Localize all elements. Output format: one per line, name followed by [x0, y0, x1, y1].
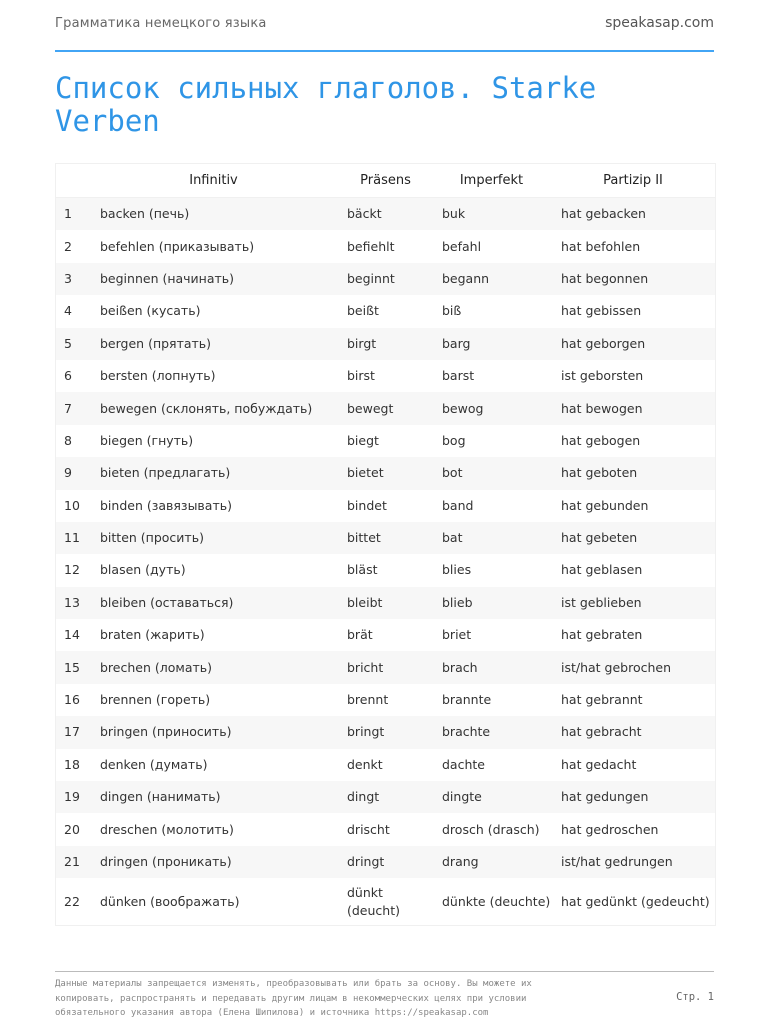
cell-infinitiv: bleiben (оставаться) — [90, 587, 337, 619]
table-row — [56, 716, 715, 748]
cell-partizip: hat gedacht — [551, 749, 715, 781]
table-row — [56, 392, 715, 424]
cell-imperfekt: bot — [432, 457, 551, 489]
table-row — [56, 198, 715, 231]
cell-prasens: bläst — [337, 554, 432, 586]
cell-prasens: denkt — [337, 749, 432, 781]
cell-imperfekt: brannte — [432, 684, 551, 716]
column-header-imperfekt: Imperfekt — [432, 164, 551, 198]
cell-imperfekt: bewog — [432, 392, 551, 424]
cell-imperfekt: band — [432, 490, 551, 522]
cell-number: 8 — [56, 425, 90, 457]
cell-infinitiv: bewegen (склонять, побуждать) — [90, 392, 337, 424]
cell-number: 10 — [56, 490, 90, 522]
cell-number: 6 — [56, 360, 90, 392]
cell-prasens: birgt — [337, 328, 432, 360]
cell-infinitiv: dingen (нанимать) — [90, 781, 337, 813]
cell-number: 13 — [56, 587, 90, 619]
cell-prasens: dingt — [337, 781, 432, 813]
cell-imperfekt: buk — [432, 198, 551, 231]
cell-imperfekt: blies — [432, 554, 551, 586]
cell-number: 17 — [56, 716, 90, 748]
cell-infinitiv: binden (завязывать) — [90, 490, 337, 522]
cell-number: 16 — [56, 684, 90, 716]
cell-prasens: bittet — [337, 522, 432, 554]
cell-prasens: bewegt — [337, 392, 432, 424]
table-row — [56, 619, 715, 651]
cell-imperfekt: barst — [432, 360, 551, 392]
cell-infinitiv: bersten (лопнуть) — [90, 360, 337, 392]
cell-infinitiv: beißen (кусать) — [90, 295, 337, 327]
cell-number: 9 — [56, 457, 90, 489]
cell-imperfekt: brachte — [432, 716, 551, 748]
cell-partizip: hat gedünkt (gedeucht) — [551, 878, 715, 925]
cell-number: 15 — [56, 651, 90, 683]
table-row — [56, 554, 715, 586]
cell-imperfekt: dachte — [432, 749, 551, 781]
cell-infinitiv: bitten (просить) — [90, 522, 337, 554]
verbs-table — [55, 163, 716, 926]
cell-prasens: bleibt — [337, 587, 432, 619]
cell-prasens: birst — [337, 360, 432, 392]
cell-infinitiv: brechen (ломать) — [90, 651, 337, 683]
cell-infinitiv: brennen (гореть) — [90, 684, 337, 716]
cell-imperfekt: blieb — [432, 587, 551, 619]
cell-number: 12 — [56, 554, 90, 586]
cell-infinitiv: dreschen (молотить) — [90, 813, 337, 845]
cell-infinitiv: denken (думать) — [90, 749, 337, 781]
cell-number: 7 — [56, 392, 90, 424]
cell-number: 1 — [56, 198, 90, 231]
page-number: Стр. 1 — [676, 991, 714, 1003]
cell-prasens: brät — [337, 619, 432, 651]
cell-number: 5 — [56, 328, 90, 360]
cell-infinitiv: biegen (гнуть) — [90, 425, 337, 457]
cell-prasens: dringt — [337, 846, 432, 878]
cell-number: 14 — [56, 619, 90, 651]
cell-imperfekt: briet — [432, 619, 551, 651]
column-header-prasens: Präsens — [337, 164, 432, 198]
header-site-link[interactable]: speakasap.com — [605, 15, 714, 31]
cell-infinitiv: bergen (прятать) — [90, 328, 337, 360]
table-row — [56, 263, 715, 295]
cell-prasens: biegt — [337, 425, 432, 457]
table-row — [56, 651, 715, 683]
cell-imperfekt: befahl — [432, 230, 551, 262]
cell-number: 11 — [56, 522, 90, 554]
cell-prasens: beißt — [337, 295, 432, 327]
table-row — [56, 425, 715, 457]
cell-prasens: brennt — [337, 684, 432, 716]
cell-infinitiv: dünken (воображать) — [90, 878, 337, 925]
cell-infinitiv: braten (жарить) — [90, 619, 337, 651]
cell-partizip: hat geboten — [551, 457, 715, 489]
table-row — [56, 878, 715, 925]
cell-prasens: bringt — [337, 716, 432, 748]
table-row — [56, 813, 715, 845]
cell-imperfekt: begann — [432, 263, 551, 295]
cell-partizip: hat gebogen — [551, 425, 715, 457]
header-title: Грамматика немецкого языка — [55, 16, 267, 31]
cell-number: 21 — [56, 846, 90, 878]
table-row — [56, 328, 715, 360]
cell-imperfekt: bat — [432, 522, 551, 554]
table-header-row — [56, 164, 715, 198]
cell-number: 2 — [56, 230, 90, 262]
cell-prasens: bricht — [337, 651, 432, 683]
cell-infinitiv: bringen (приносить) — [90, 716, 337, 748]
page-title: Список сильных глаголов. Starke Verben — [55, 71, 597, 138]
cell-infinitiv: befehlen (приказывать) — [90, 230, 337, 262]
cell-infinitiv: backen (печь) — [90, 198, 337, 231]
cell-prasens: dünkt (deucht) — [337, 878, 432, 925]
table-row — [56, 360, 715, 392]
cell-prasens: befiehlt — [337, 230, 432, 262]
cell-partizip: hat gebunden — [551, 490, 715, 522]
cell-prasens: bäckt — [337, 198, 432, 231]
cell-partizip: hat gebraten — [551, 619, 715, 651]
cell-partizip: hat befohlen — [551, 230, 715, 262]
cell-number: 4 — [56, 295, 90, 327]
cell-infinitiv: dringen (проникать) — [90, 846, 337, 878]
cell-imperfekt: dingte — [432, 781, 551, 813]
cell-imperfekt: drosch (drasch) — [432, 813, 551, 845]
cell-prasens: beginnt — [337, 263, 432, 295]
cell-infinitiv: bieten (предлагать) — [90, 457, 337, 489]
cell-infinitiv: blasen (дуть) — [90, 554, 337, 586]
table-row — [56, 522, 715, 554]
column-header-infinitiv: Infinitiv — [90, 164, 337, 198]
cell-partizip: ist/hat gebrochen — [551, 651, 715, 683]
table-row — [56, 490, 715, 522]
cell-imperfekt: barg — [432, 328, 551, 360]
cell-partizip: hat gebeten — [551, 522, 715, 554]
cell-prasens: bindet — [337, 490, 432, 522]
cell-imperfekt: drang — [432, 846, 551, 878]
cell-infinitiv: beginnen (начинать) — [90, 263, 337, 295]
column-header-number — [56, 164, 90, 198]
cell-imperfekt: brach — [432, 651, 551, 683]
copyright-note: Данные материалы запрещается изменять, преобразовывать или брать за основу. Вы можете их копировать, распространять и передавать другим лицам в некоммерческих целях при условии обязательного указания автора (Елена Шипилова) и источника https://speakasap.com — [55, 979, 532, 1018]
table-row — [56, 587, 715, 619]
cell-imperfekt: bog — [432, 425, 551, 457]
cell-partizip: hat geblasen — [551, 554, 715, 586]
table-row — [56, 684, 715, 716]
page-footer — [55, 971, 714, 1018]
table-row — [56, 846, 715, 878]
cell-prasens: bietet — [337, 457, 432, 489]
cell-partizip: hat gebacken — [551, 198, 715, 231]
table-row — [56, 457, 715, 489]
cell-number: 3 — [56, 263, 90, 295]
cell-partizip: hat gebissen — [551, 295, 715, 327]
cell-partizip: ist geblieben — [551, 587, 715, 619]
cell-partizip: hat gebracht — [551, 716, 715, 748]
cell-partizip: ist geborsten — [551, 360, 715, 392]
cell-partizip: hat bewogen — [551, 392, 715, 424]
table-row — [56, 781, 715, 813]
cell-partizip: hat gebrannt — [551, 684, 715, 716]
cell-number: 22 — [56, 878, 90, 925]
table-row — [56, 749, 715, 781]
cell-partizip: hat gedungen — [551, 781, 715, 813]
column-header-partizip: Partizip II — [551, 164, 715, 198]
cell-partizip: ist/hat gedrungen — [551, 846, 715, 878]
cell-partizip: hat gedroschen — [551, 813, 715, 845]
cell-number: 19 — [56, 781, 90, 813]
page-header — [55, 14, 714, 52]
cell-imperfekt: biß — [432, 295, 551, 327]
cell-prasens: drischt — [337, 813, 432, 845]
table-row — [56, 230, 715, 262]
table-row — [56, 295, 715, 327]
cell-partizip: hat begonnen — [551, 263, 715, 295]
cell-number: 20 — [56, 813, 90, 845]
cell-partizip: hat geborgen — [551, 328, 715, 360]
cell-number: 18 — [56, 749, 90, 781]
cell-imperfekt: dünkte (deuchte) — [432, 878, 551, 925]
